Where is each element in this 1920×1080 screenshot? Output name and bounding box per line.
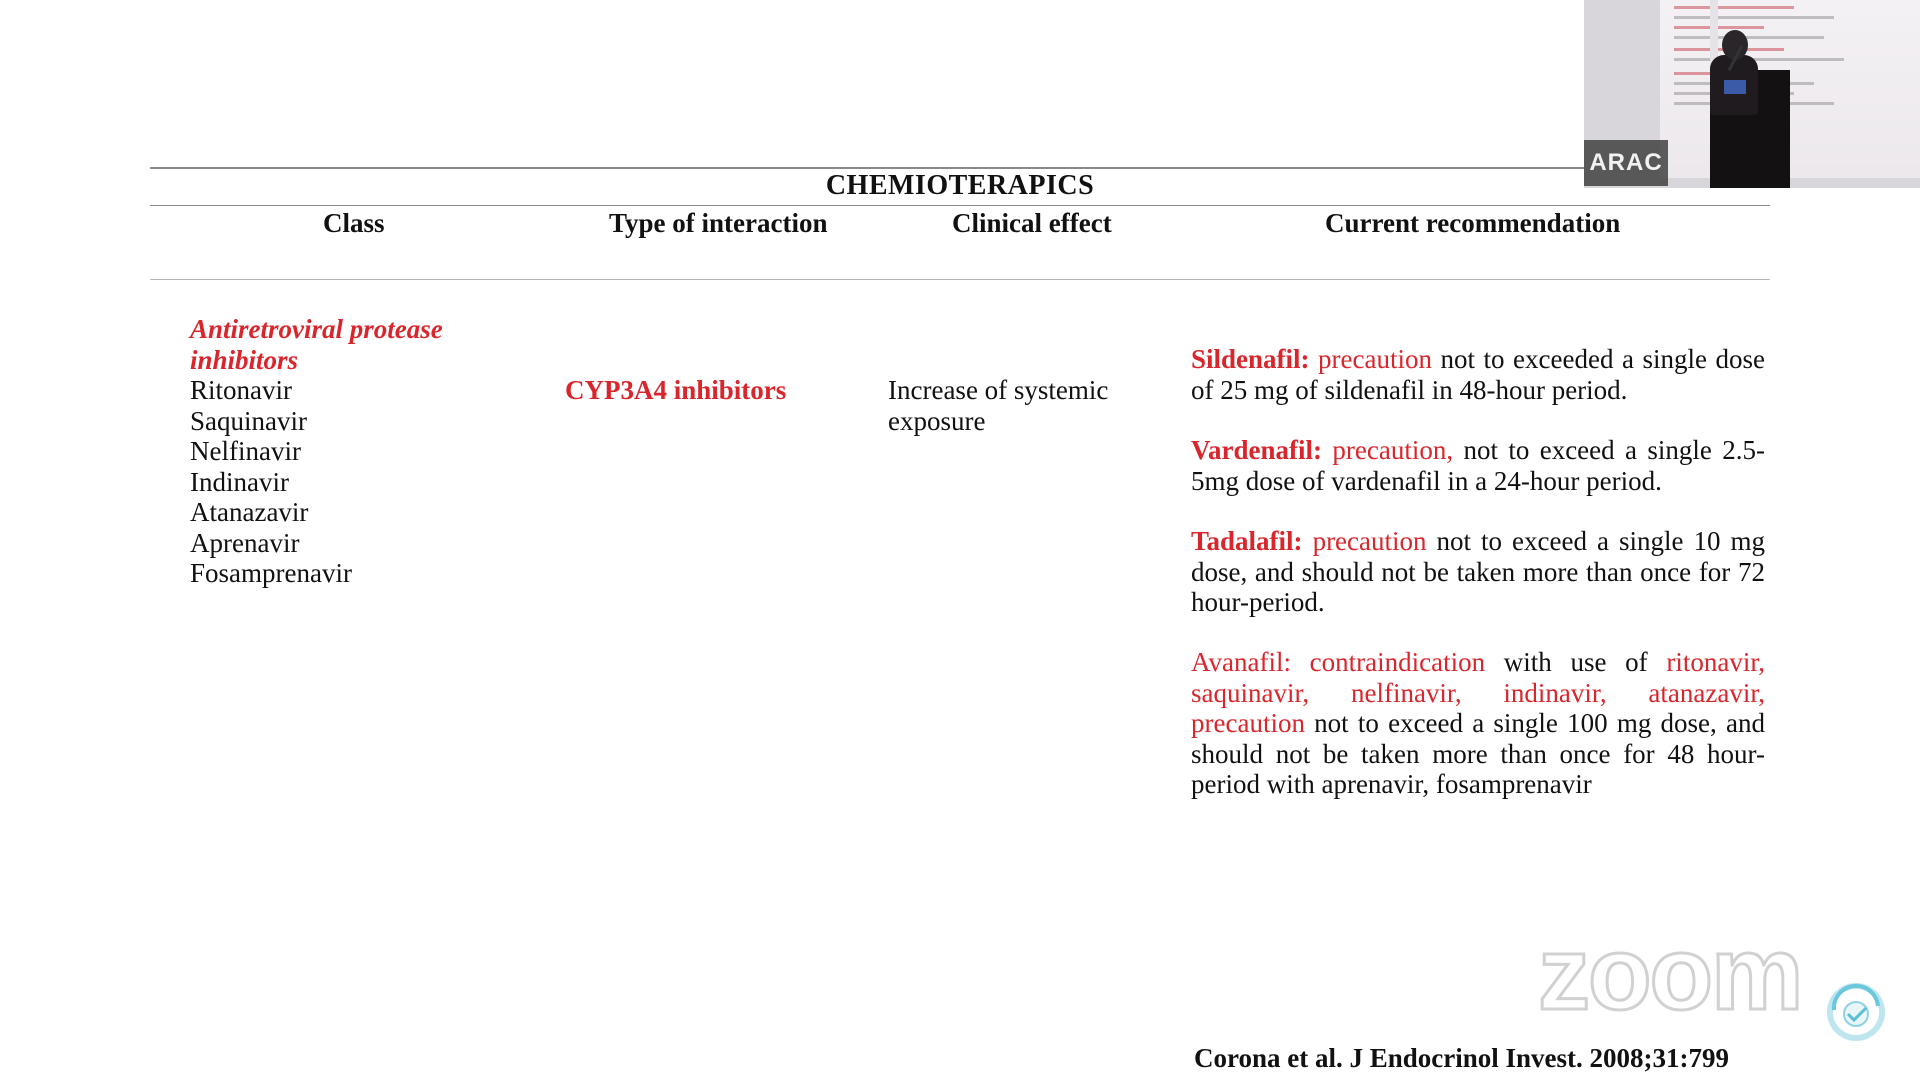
- drug-name: Ritonavir: [190, 375, 292, 405]
- header-current-recommendation: Current recommendation: [1325, 208, 1621, 238]
- rec-text: not to exceeded a single dose of 25 mg of sildenafil in 48-hour period.: [1191, 344, 1765, 405]
- drug-name: Saquinavir: [190, 405, 307, 436]
- drug-name: Indinavir: [190, 466, 289, 497]
- zoom-watermark: zoom: [1538, 916, 1802, 1032]
- class-group-title-cont: inhibitors: [190, 344, 299, 375]
- drug-name: Nelfinavir: [190, 436, 301, 466]
- rec-text: not to exceed a single 2.5-5mg dose of vardenafil in a 24-hour period.: [1191, 435, 1765, 496]
- thumb-text-line: [1674, 6, 1794, 9]
- rec-level: precaution: [1191, 708, 1305, 738]
- thumb-text-line: [1674, 36, 1824, 39]
- rec-drug-list: ritonavir, saquinavir, nelfinavir, indinavir, atanazavir,: [1191, 647, 1765, 708]
- slide-title: CHEMIOTERAPICS: [825, 170, 1095, 201]
- class-column: [190, 314, 510, 589]
- drug-name: Aprenavir: [190, 527, 300, 558]
- header-rule: [150, 279, 1770, 280]
- rec-avanafil: [1191, 647, 1765, 800]
- rec-level: precaution,: [1332, 435, 1454, 465]
- header-class: Class: [323, 208, 385, 238]
- top-rule: [150, 167, 1770, 169]
- clinical-effect-line1: Increase of systemic: [888, 375, 1109, 405]
- rec-text: not to exceed a single 100 mg dose, and should not be taken more than once for 48 hour-period with aprenavir, fosamprenavir: [1191, 708, 1765, 799]
- citation: Corona et al. J Endocrinol Invest. 2008;31:799: [1194, 1043, 1730, 1073]
- ssmi-logo-icon: [1824, 980, 1888, 1044]
- thumb-text-line: [1674, 16, 1834, 19]
- podium-badge: [1724, 80, 1746, 94]
- rec-sildenafil: [1191, 344, 1765, 405]
- drug-label: Sildenafil:: [1191, 344, 1310, 374]
- interaction-type: CYP3A4 inhibitors: [565, 375, 787, 405]
- speaker-video-thumbnail[interactable]: [1584, 0, 1920, 188]
- drug-name: Atanazavir: [190, 497, 309, 527]
- rec-vardenafil: [1191, 435, 1765, 496]
- title-rule: [150, 205, 1770, 206]
- projected-slide-thumbnail: [1660, 0, 1920, 178]
- class-group-title: Antiretroviral protease: [190, 314, 443, 344]
- clinical-effect: [888, 375, 1148, 436]
- thumb-text-line: [1674, 26, 1764, 29]
- rec-text: not to exceed a single 10 mg dose, and should not be taken more than once for 72 hour-period.: [1191, 526, 1766, 617]
- drug-label: Tadalafil:: [1191, 526, 1303, 556]
- participant-name-label: ARAC: [1584, 140, 1668, 186]
- rec-mid: with use of: [1485, 647, 1667, 677]
- drug-label: Vardenafil:: [1191, 435, 1323, 465]
- rec-level: precaution: [1318, 344, 1432, 374]
- rec-level: precaution: [1312, 526, 1427, 556]
- header-type-of-interaction: Type of interaction: [609, 208, 828, 238]
- rec-lead: Avanafil: contraindication: [1191, 647, 1486, 677]
- rec-tadalafil: [1191, 526, 1765, 618]
- drug-name: Fosamprenavir: [190, 558, 352, 588]
- clinical-effect-line2: exposure: [888, 405, 986, 436]
- header-clinical-effect: Clinical effect: [952, 208, 1112, 238]
- thumb-text-line: [1674, 58, 1844, 61]
